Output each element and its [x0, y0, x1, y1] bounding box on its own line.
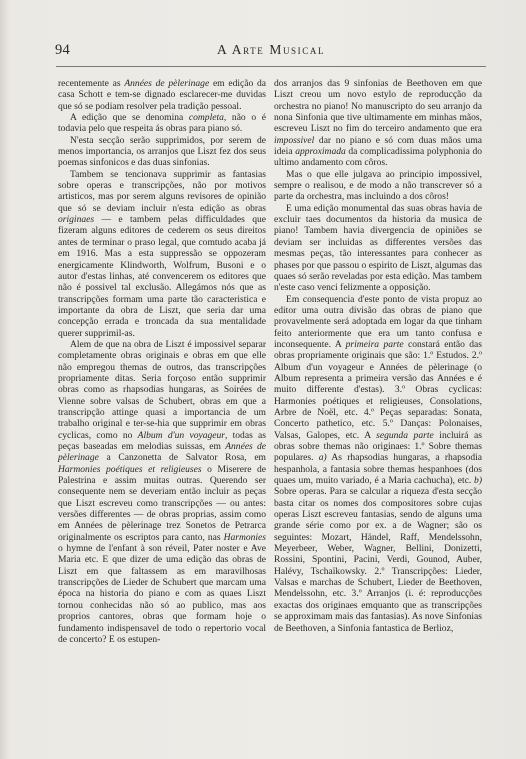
journal-title: A Arte Musical: [216, 42, 326, 57]
italic-text-run: completa: [188, 112, 224, 124]
text-run: — e tambem pelas difficuldades que fizeram alguns editores de cederem os seus direitos antes de terminar o praso legal, que comtudo acaba já em 1916. Mas a esta suppressão se oppozeram energicamente Klindworth, Wolfrum, Busoni e o autor d'estas linhas, até convencerem os editores que não é possivel tal exclusão. Allegámos nós que as transcripções formam uma parte tão caracteristica e importante da obra de Liszt, que seria dar uma concepção errada e troncada da sua mentalidade querer supprimil-as.: [58, 214, 266, 339]
text-run: E uma edição monumental das suas obras havia de excluir taes documentos da historia da musica de piano! Tambem havia divergencia de opiniões se deviam ser incluidas as differentes versões das mesmas peças, tão interessantes para conhecer as phases por que passou o espirito de Liszt, algumas das quaes só serão reveladas por esta edição. Mas tambem n'este caso venci felizmente a opposição.: [274, 202, 482, 294]
italic-text-run: segunda parte: [376, 429, 434, 441]
text-run: a Canzonetta de Salvator Rosa, em: [98, 452, 266, 464]
paragraph: [58, 112, 266, 135]
page-header: [55, 42, 487, 62]
text-run: Alem de que na obra de Liszt é impossivel separar completamente obras originais e obras em que elle não empregou themas de outros, das transcripções propriamente ditas. Seria forçoso então supprimir obras como as rhapsodias hungaras, as Soirées de Vienne sobre valsas de Schubert, obras em que a transcripção attinge quasi a importancia de um trabalho original e ter-se-hia que supprimir em obras cyclicas, como no: [58, 338, 266, 441]
left-column: [58, 78, 266, 645]
italic-text-run: Années de pèlerinage: [124, 78, 210, 89]
italic-text-run: Harmonies: [223, 531, 266, 543]
text-run: incluirá as obras sobre themas não originaes: 1.º Sobre themas populares.: [274, 429, 483, 464]
paragraph: [58, 339, 266, 645]
page-number: 94: [55, 42, 71, 58]
text-run: o hymne de l'enfant à son réveil, Pater noster e Ave Maria etc. E que dizer de uma edição das obras de Liszt em que faltassem as em maravilhosas transcripções de Lieder de Schubert que marcam uma época na historia do piano e com as quaes Liszt tornou conhecidas não só ao publico, mas aos proprios cantores, obras que formam hoje o fundamento indispensavel de todo o repertorio vocal de concerto? E os estupen-: [58, 543, 266, 645]
paragraph: [274, 78, 482, 169]
text-run: As rhapsodias hungaras, a rhapsodia hespanhola, a fantasia sobre themas hespanhoes (dos quaes um, muito variado, é a Maria cachucha), etc.: [274, 452, 482, 487]
text-run: Sobre operas. Para se calcular a riqueza d'esta secção basta citar os nomes dos compositores sobre cujas operas Liszt escreveu fantasias, sendo de alguns uma grande série como por ex. a de Wagner; são os seguintes: Mozart, Händel, Raff, Mendelssohn, Meyerbeer, Weber, Wagner, Bellini, Donizetti, Rossini, Spontini, Pacini, Verdi, Gounod, Auber, Halévy, Tschaïkowsky. 2.º Transcripções: Lieder, Valsas e marchas de Schubert, Lieder de Beethoven, Mendelssohn, etc. 3.º Arranjos (i. é: reproducções exactas dos originaes emquanto que as transcripções se approximam mais das fantasias). As nove Sinfonias de Beethoven, a Sinfonia fantastica de Berlioz,: [274, 486, 482, 634]
text-run: dar no piano e só com duas mãos uma ideia: [274, 134, 482, 158]
text-run: o Miserere de Palestrina e assim muitas outras. Querendo ser consequente nem se deveriam então incluir as peças que Liszt escreveu como transcripções — ou antes: versões differentes — de obras proprias, assim como em Années de pèlerinage trez Sonetos de Petrarca originalmente os escriptos para canto, nas: [58, 463, 267, 543]
text-run: recentemente as: [58, 78, 125, 89]
italic-text-run: impossivel: [274, 134, 315, 146]
header-rule: [56, 66, 486, 67]
text-run: Mas o que elle julgava ao principio impossivel, sempre o realisou, e de modo a não transcrever só a parte da orchestra, mas incluindo a dos côros!: [274, 168, 482, 203]
italic-text-run: Album d'un voyageur: [137, 429, 225, 441]
paragraph: [274, 203, 482, 294]
italic-text-run: approximada: [295, 146, 346, 158]
text-run: , todas as peças baseadas em melodias suissas, em: [58, 429, 266, 452]
italic-text-run: Années de pèlerinage: [58, 441, 267, 464]
paragraph: [58, 78, 266, 112]
text-run: Tambem se tencionava supprimir as fantasias sobre operas e transcripções, não por motivos artisticos, mas por serem alguns revisores de opinião que só se deviam incluir n'esta edição as obras: [58, 168, 266, 214]
text-run: constará então das obras propriamente originais que são: 1.º Estudos. 2.º Album d'un voyageur e Années de pèlerinage (o Album representa a primeira versão das Années e é muito differente d'estas). 3.º Obras cyclicas: Harmonies poétiques et religieuses, Consolations, Arbre de Noël, etc. 4.º Peças separadas: Sonata, Concerto pathetico, etc. 5.º Danças: Polonaises, Valsas, Galopes, etc. A: [274, 338, 482, 441]
italic-text-run: Harmonies poétiques et religieuses: [58, 463, 202, 475]
italic-text-run: a): [318, 452, 327, 464]
text-run: A edição que se denomina: [70, 112, 189, 124]
text-run: dos arranjos das 9 sinfonias de Beethoven em que Liszt creou um novo estylo de reproducção da orchestra no piano! No manuscripto do seu arranjo da nona Sinfonia que tive ultimamente em minhas mãos, escreveu Liszt no fim do terceiro andamento que era: [274, 78, 482, 135]
italic-text-run: b): [474, 475, 482, 487]
text-run: em edição da casa Schott e tem-se dignado esclarecer-me duvidas que só se podiam resolver pela tradição pessoal.: [58, 78, 267, 112]
paragraph: [274, 294, 482, 634]
text-run: Em consequencia d'este ponto de vista propuz ao editor uma outra divisão das obras de piano que provavelmente será adoptada em logar da que tinham feito anteriormente que era um tanto confusa e inconsequente. A: [274, 293, 482, 350]
text-run: da complicadissima polyphonia do ultimo andamento com côros.: [274, 146, 482, 169]
italic-text-run: originaes: [58, 214, 95, 226]
right-column: [274, 78, 482, 634]
paragraph: [274, 169, 482, 203]
italic-text-run: primeira parte: [345, 338, 404, 350]
text-run: , não o é todavia pelo que respeita ás obras para piano só.: [58, 112, 267, 135]
paragraph: [58, 135, 266, 169]
text-run: N'esta secção serão supprimidos, por serem de menos importancia, os arranjos que Liszt fez dos seus poemas sinfonicos e das duas sinfonias.: [58, 134, 266, 169]
paragraph: [58, 169, 266, 339]
